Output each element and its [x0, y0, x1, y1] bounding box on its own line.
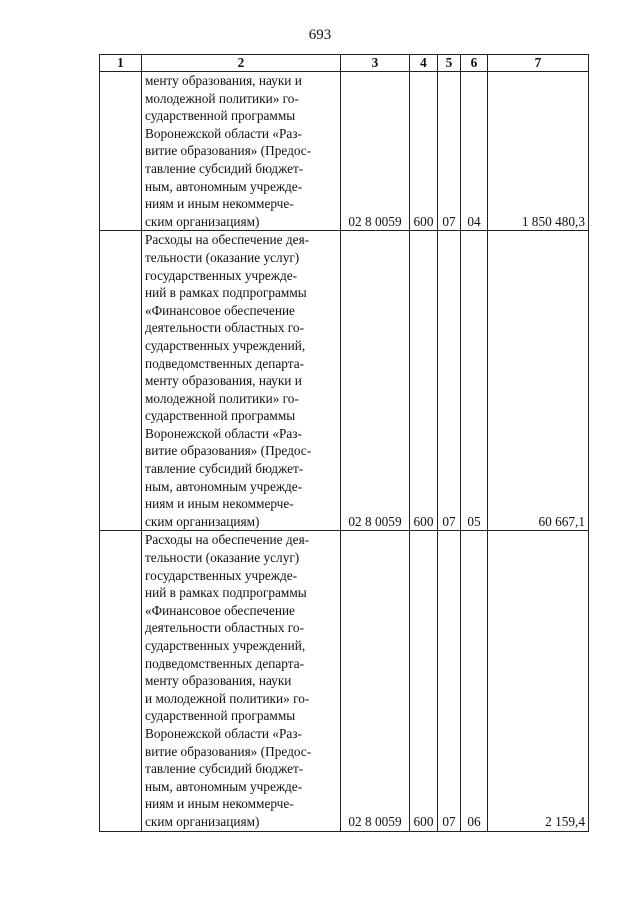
row-number-cell: [100, 72, 142, 231]
header-col-7: 7: [488, 55, 589, 72]
amount-cell: 2 159,4: [488, 531, 589, 831]
budget-table: [99, 54, 589, 832]
header-col-3: 3: [341, 55, 410, 72]
expense-type-cell: 600: [410, 231, 438, 531]
header-col-1: 1: [100, 55, 142, 72]
row-number-cell: [100, 231, 142, 531]
header-col-2: 2: [142, 55, 341, 72]
description-cell: менту образования, науки и молодежной политики» го- сударственной программы Воронежской области «Раз- витие образования» (Предос- тавление субсидий бюджет- ным, автономным учрежде- ниям и иным некоммерче- ским организациям): [142, 72, 341, 231]
description-cell: Расходы на обеспечение дея- тельности (оказание услуг) государственных учрежде- ний в рамках подпрограммы «Финансовое обеспечение деятельности областных го- сударственных учреждений, подведомственных департа- менту образования, науки и молодежной политики» го- сударственной программы Воронежской области «Раз- витие образования» (Предос- тавление субсидий бюджет- ным, автономным учрежде- ниям и иным некоммерче- ским организациям): [142, 231, 341, 531]
header-col-6: 6: [461, 55, 488, 72]
amount-cell: 1 850 480,3: [488, 72, 589, 231]
expense-type-cell: 600: [410, 72, 438, 231]
subsection-cell: 04: [461, 72, 488, 231]
target-code-cell: 02 8 0059: [341, 72, 410, 231]
header-col-4: 4: [410, 55, 438, 72]
section-cell: 07: [438, 72, 461, 231]
description-cell: Расходы на обеспечение дея- тельности (оказание услуг) государственных учрежде- ний в рамках подпрограммы «Финансовое обеспечение деятельности областных го- сударственных учреждений, подведомственных департа- менту образования, науки и молодежной политики» го- сударственной программы Воронежской области «Раз- витие образования» (Предос- тавление субсидий бюджет- ным, автономным учрежде- ниям и иным некоммерче- ским организациям): [142, 531, 341, 831]
section-cell: 07: [438, 231, 461, 531]
target-code-cell: 02 8 0059: [341, 531, 410, 831]
expense-type-cell: 600: [410, 531, 438, 831]
section-cell: 07: [438, 531, 461, 831]
row-number-cell: [100, 531, 142, 831]
subsection-cell: 05: [461, 231, 488, 531]
table-row: [100, 231, 589, 531]
subsection-cell: 06: [461, 531, 488, 831]
header-col-5: 5: [438, 55, 461, 72]
table-row: [100, 531, 589, 831]
table-row: [100, 72, 589, 231]
header-row: [100, 55, 589, 72]
page-number: 693: [308, 27, 332, 43]
amount-cell: 60 667,1: [488, 231, 589, 531]
target-code-cell: 02 8 0059: [341, 231, 410, 531]
